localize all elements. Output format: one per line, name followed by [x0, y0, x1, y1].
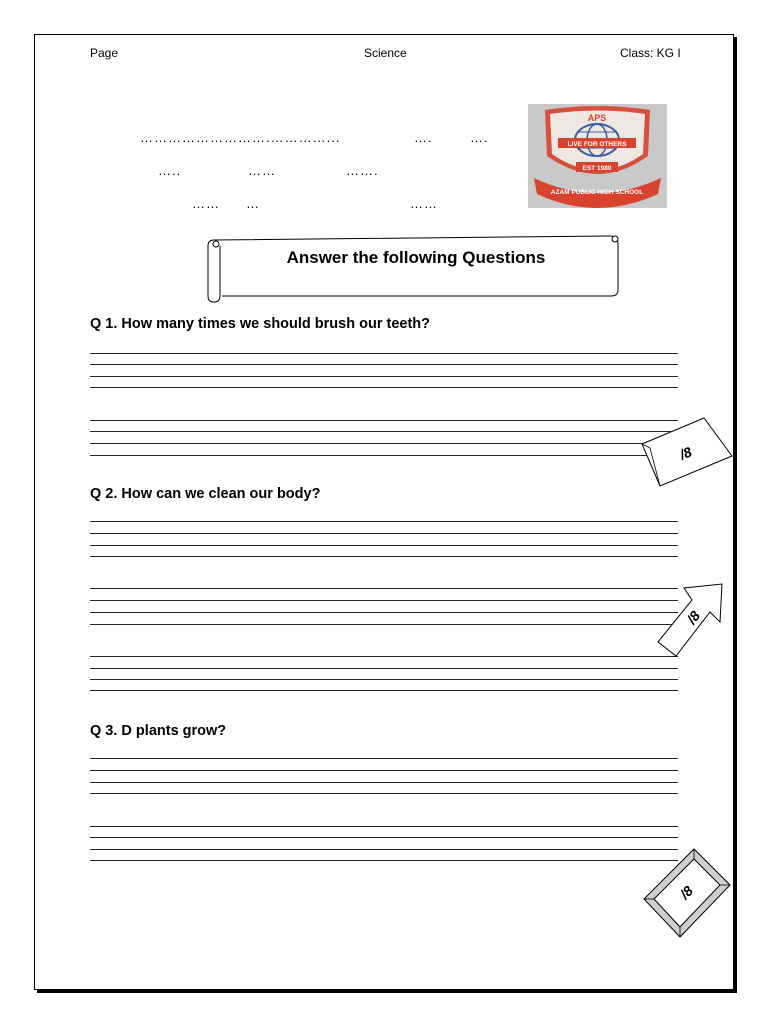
score-tag-1 [638, 414, 734, 490]
answer-line [90, 793, 678, 794]
answer-line [90, 431, 678, 432]
logo-ribbon: AZAM PUBLIC HIGH SCHOOL [550, 189, 644, 196]
dots-1b: …. [414, 130, 433, 145]
dots-3c: …… [410, 196, 438, 211]
answer-line [90, 782, 678, 783]
answer-line [90, 545, 678, 546]
logo-top-text: APS [587, 113, 607, 123]
answer-line [90, 690, 678, 691]
answer-line [90, 521, 678, 522]
answer-line [90, 420, 678, 421]
answer-line [90, 860, 678, 861]
answer-line [90, 612, 678, 613]
answer-line [90, 668, 678, 669]
logo-est: EST 1980 [582, 165, 612, 172]
header-class: Class: KG I [620, 46, 681, 60]
banner-title: Answer the following Questions [286, 248, 546, 267]
question-3: Q 3. D plants grow? [90, 723, 227, 739]
header-page: Page [90, 46, 119, 60]
dots-3a: …… [192, 196, 220, 211]
dots-1a: ……………………….…………... [140, 130, 341, 145]
answer-line [90, 353, 678, 354]
answer-line [90, 679, 678, 680]
logo-motto: LIVE FOR OTHERS [567, 141, 627, 148]
dots-3b: … [246, 196, 260, 211]
answer-line [90, 624, 678, 625]
answer-line [90, 770, 678, 771]
score-2: /8 [683, 607, 704, 627]
score-3: /8 [676, 882, 697, 903]
score-arrow-2 [654, 580, 726, 660]
dots-2a: ….. [158, 163, 182, 178]
answer-line [90, 600, 678, 601]
question-1: Q 1. How many times we should brush our teeth? [90, 316, 430, 332]
answer-line [90, 826, 678, 827]
school-logo [528, 104, 667, 208]
answer-line [90, 455, 678, 456]
answer-line [90, 556, 678, 557]
answer-line [90, 376, 678, 377]
answer-line [90, 533, 678, 534]
header-subject: Science [364, 46, 407, 60]
answer-line [90, 656, 678, 657]
dots-2b: …… [248, 163, 276, 178]
answer-line [90, 758, 678, 759]
answer-line [90, 588, 678, 589]
dots-1c: …. [470, 130, 489, 145]
answer-line [90, 387, 678, 388]
dots-2c: ……. [346, 163, 379, 178]
answer-line [90, 837, 678, 838]
answer-line [90, 443, 678, 444]
answer-line [90, 849, 678, 850]
question-2: Q 2. How can we clean our body? [90, 486, 321, 502]
score-bevel-3 [640, 845, 734, 941]
score-1: /8 [677, 443, 695, 463]
scroll-banner [206, 232, 626, 304]
answer-line [90, 364, 678, 365]
